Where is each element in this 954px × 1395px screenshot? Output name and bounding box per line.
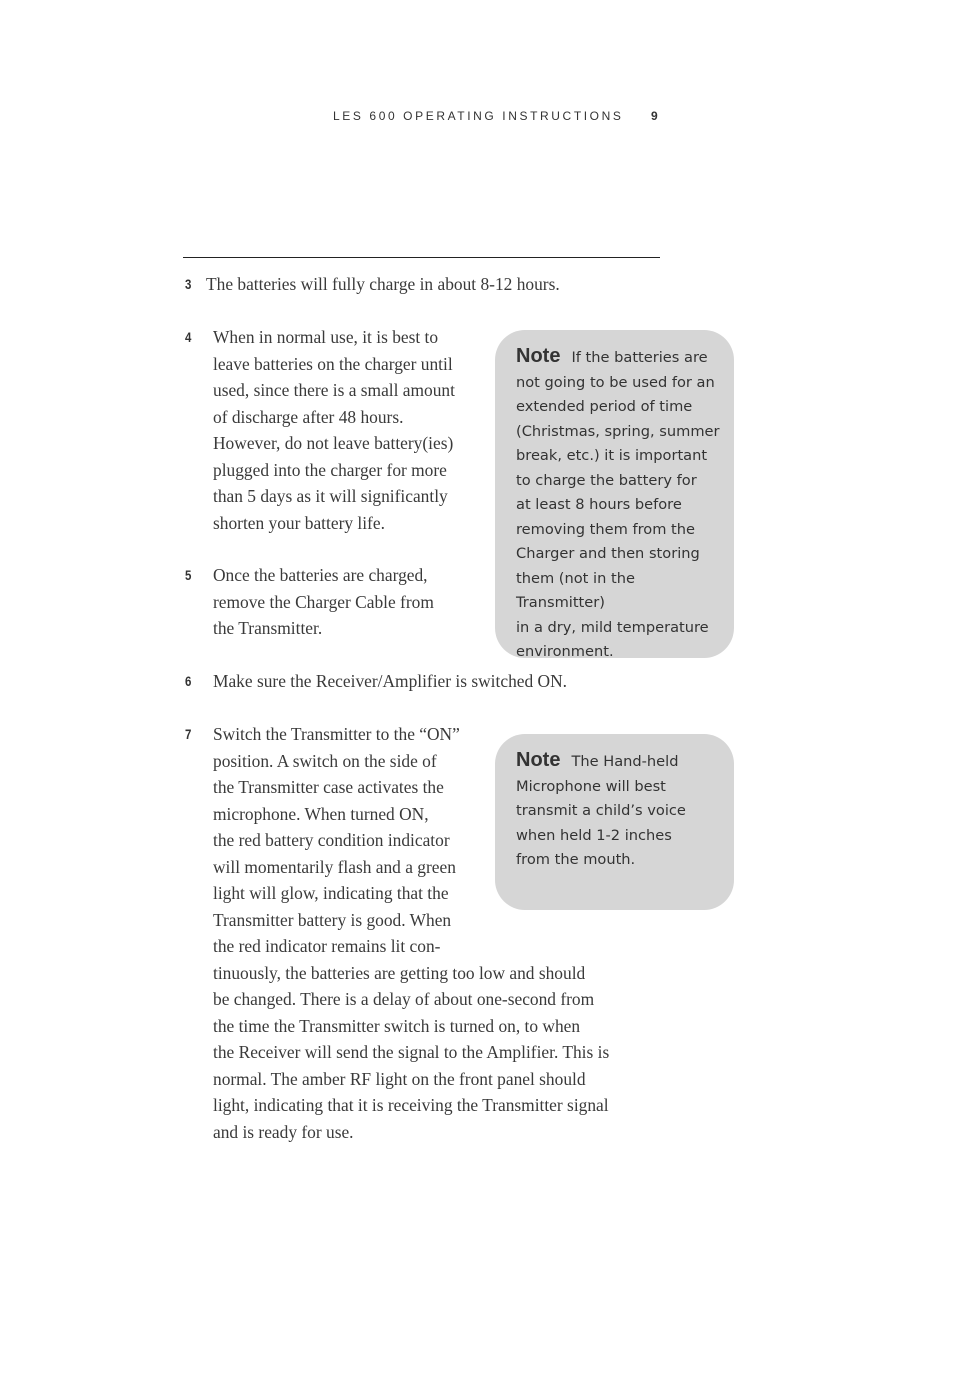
note-line: Note If the batteries are: [516, 345, 708, 367]
note-label: Note: [516, 749, 561, 771]
text-line: When in normal use, it is best to: [213, 327, 439, 347]
text-line: light will glow, indicating that the: [213, 883, 449, 903]
text-line: the Transmitter case activates the: [213, 777, 444, 797]
text-line: Transmitter battery is good. When: [213, 909, 452, 930]
note-line: not going to be used for an: [516, 373, 715, 391]
step-6-text: Make sure the Receiver/Amplifier is switched ON.: [213, 671, 567, 691]
text-line: However, do not leave battery(ies): [213, 433, 454, 453]
text-line: leave batteries on the charger until: [213, 353, 453, 374]
text-line: remove the Charger Cable from: [213, 591, 434, 612]
note-line: break, etc.) it is important: [516, 447, 708, 464]
note-line: Note The Hand-held: [516, 749, 679, 771]
note-box-battery-storage: [495, 330, 734, 658]
note-label: Note: [516, 345, 561, 367]
text-line: plugged into the charger for more: [213, 459, 447, 480]
step-4-text: [213, 324, 488, 536]
text-line: tinuously, the batteries are getting too low and should: [213, 962, 586, 983]
step-number-4: 4: [185, 329, 192, 345]
note-line: environment.: [516, 643, 614, 660]
page-number: 9: [651, 109, 658, 123]
text-line: of discharge after 48 hours.: [213, 406, 404, 427]
text-line: microphone. When turned ON,: [213, 803, 429, 824]
text-line: used, since there is a small amount: [213, 380, 455, 400]
step-number-3: 3: [185, 276, 192, 292]
note-line: from the mouth.: [516, 851, 636, 868]
text-line: be changed. There is a delay of about one-second from: [213, 989, 595, 1009]
horizontal-rule: [183, 257, 660, 258]
text-line: normal. The amber RF light on the front panel should: [213, 1068, 586, 1089]
text-line: the Receiver will send the signal to the Amplifier. This is: [213, 1042, 610, 1062]
note-line: Microphone will best: [516, 777, 666, 795]
step-number-7: 7: [185, 726, 192, 742]
note-line: (Christmas, spring, summer: [516, 422, 720, 440]
note-line: in a dry, mild temperature: [516, 618, 709, 636]
note-box-microphone: [495, 734, 734, 910]
note-line: transmit a child’s voice: [516, 802, 686, 819]
note-line: removing them from the: [516, 520, 696, 538]
text-line: the Transmitter.: [213, 618, 323, 638]
step-number-6: 6: [185, 673, 192, 689]
text-line: Once the batteries are charged,: [213, 565, 428, 585]
text-line: position. A switch on the side of: [213, 750, 437, 771]
running-header: [333, 109, 663, 123]
note-line: when held 1-2 inches: [516, 826, 672, 844]
step-5-text: [213, 562, 488, 642]
note-line: at least 8 hours before: [516, 496, 682, 513]
note-line: to charge the battery for: [516, 471, 697, 489]
header-title: LES 600 OPERATING INSTRUCTIONS: [333, 109, 624, 123]
text-line: the time the Transmitter switch is turned on, to when: [213, 1015, 581, 1036]
text-line: than 5 days as it will significantly: [213, 486, 448, 506]
step-3-text: The batteries will fully charge in about 8-12 hours.: [206, 274, 560, 294]
note-line: extended period of time: [516, 398, 693, 415]
text-line: light, indicating that it is receiving the Transmitter signal: [213, 1095, 609, 1115]
text-line: and is ready for use.: [213, 1121, 354, 1142]
text-line: the red battery condition indicator: [213, 830, 450, 850]
text-line: the red indicator remains lit con-: [213, 936, 441, 956]
note-line: Charger and then storing: [516, 545, 700, 562]
text-line: Switch the Transmitter to the “ON”: [213, 724, 460, 744]
step-number-5: 5: [185, 567, 192, 583]
note-line: them (not in the Transmitter): [516, 569, 635, 611]
text-line: shorten your battery life.: [213, 512, 385, 533]
text-line: will momentarily flash and a green: [213, 856, 456, 877]
